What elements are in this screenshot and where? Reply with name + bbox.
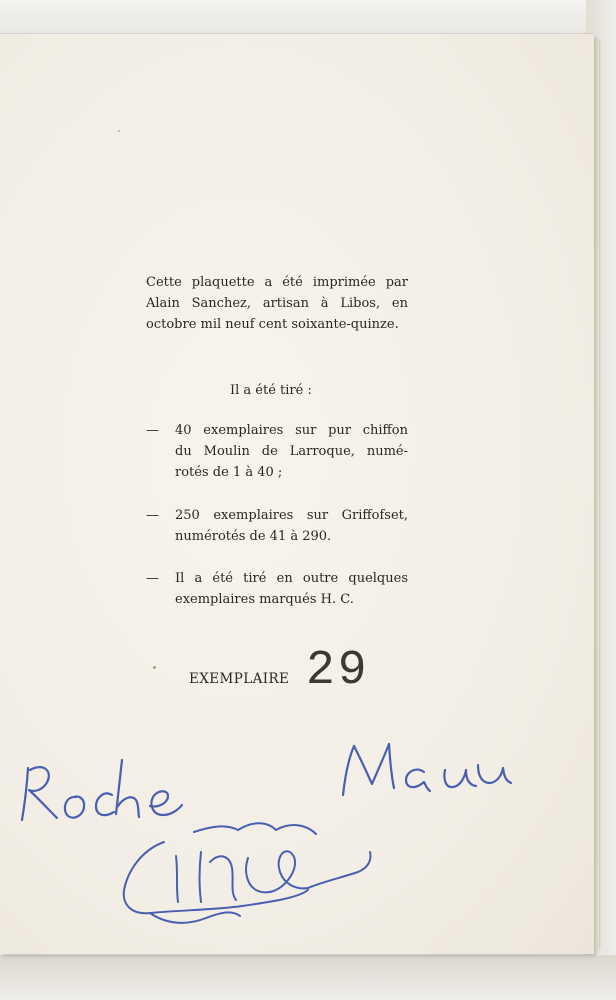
colophon-line: Cette plaquette a été imprimée par — [146, 275, 408, 290]
tirage-line: rotés de 1 à 40 ; — [175, 465, 283, 480]
tirage-item-text — [175, 420, 408, 483]
tirage-item-text — [175, 505, 408, 547]
tirage-item-text — [175, 568, 408, 610]
list-dash: — — [146, 423, 159, 438]
tirage-line: Il a été tiré en outre quelques — [175, 571, 408, 586]
background-bottom — [0, 955, 616, 1000]
exemplaire-label: EXEMPLAIRE — [189, 671, 290, 687]
tirage-line: numérotés de 41 à 290. — [175, 529, 332, 544]
colophon-line: Alain Sanchez, artisan à Libos, en — [146, 296, 408, 311]
exemplaire-number: 29 — [306, 644, 370, 698]
tirage-line: 250 exemplaires sur Griffofset, — [175, 508, 408, 523]
book-page — [0, 34, 594, 954]
tirage-line: 40 exemplaires sur pur chiffon — [175, 423, 408, 438]
paper-speck — [153, 666, 156, 669]
page-edge — [594, 40, 599, 948]
colophon-line: octobre mil neuf cent soixante-quinze. — [146, 317, 399, 332]
paper-speck — [118, 130, 120, 132]
tirage-line: exemplaires marqués H. C. — [175, 592, 354, 607]
list-dash: — — [146, 508, 159, 523]
tirage-line: du Moulin de Larroque, numé- — [175, 444, 408, 459]
colophon-intro — [146, 272, 408, 335]
list-dash: — — [146, 571, 159, 586]
tirage-heading: Il a été tiré : — [230, 383, 312, 398]
